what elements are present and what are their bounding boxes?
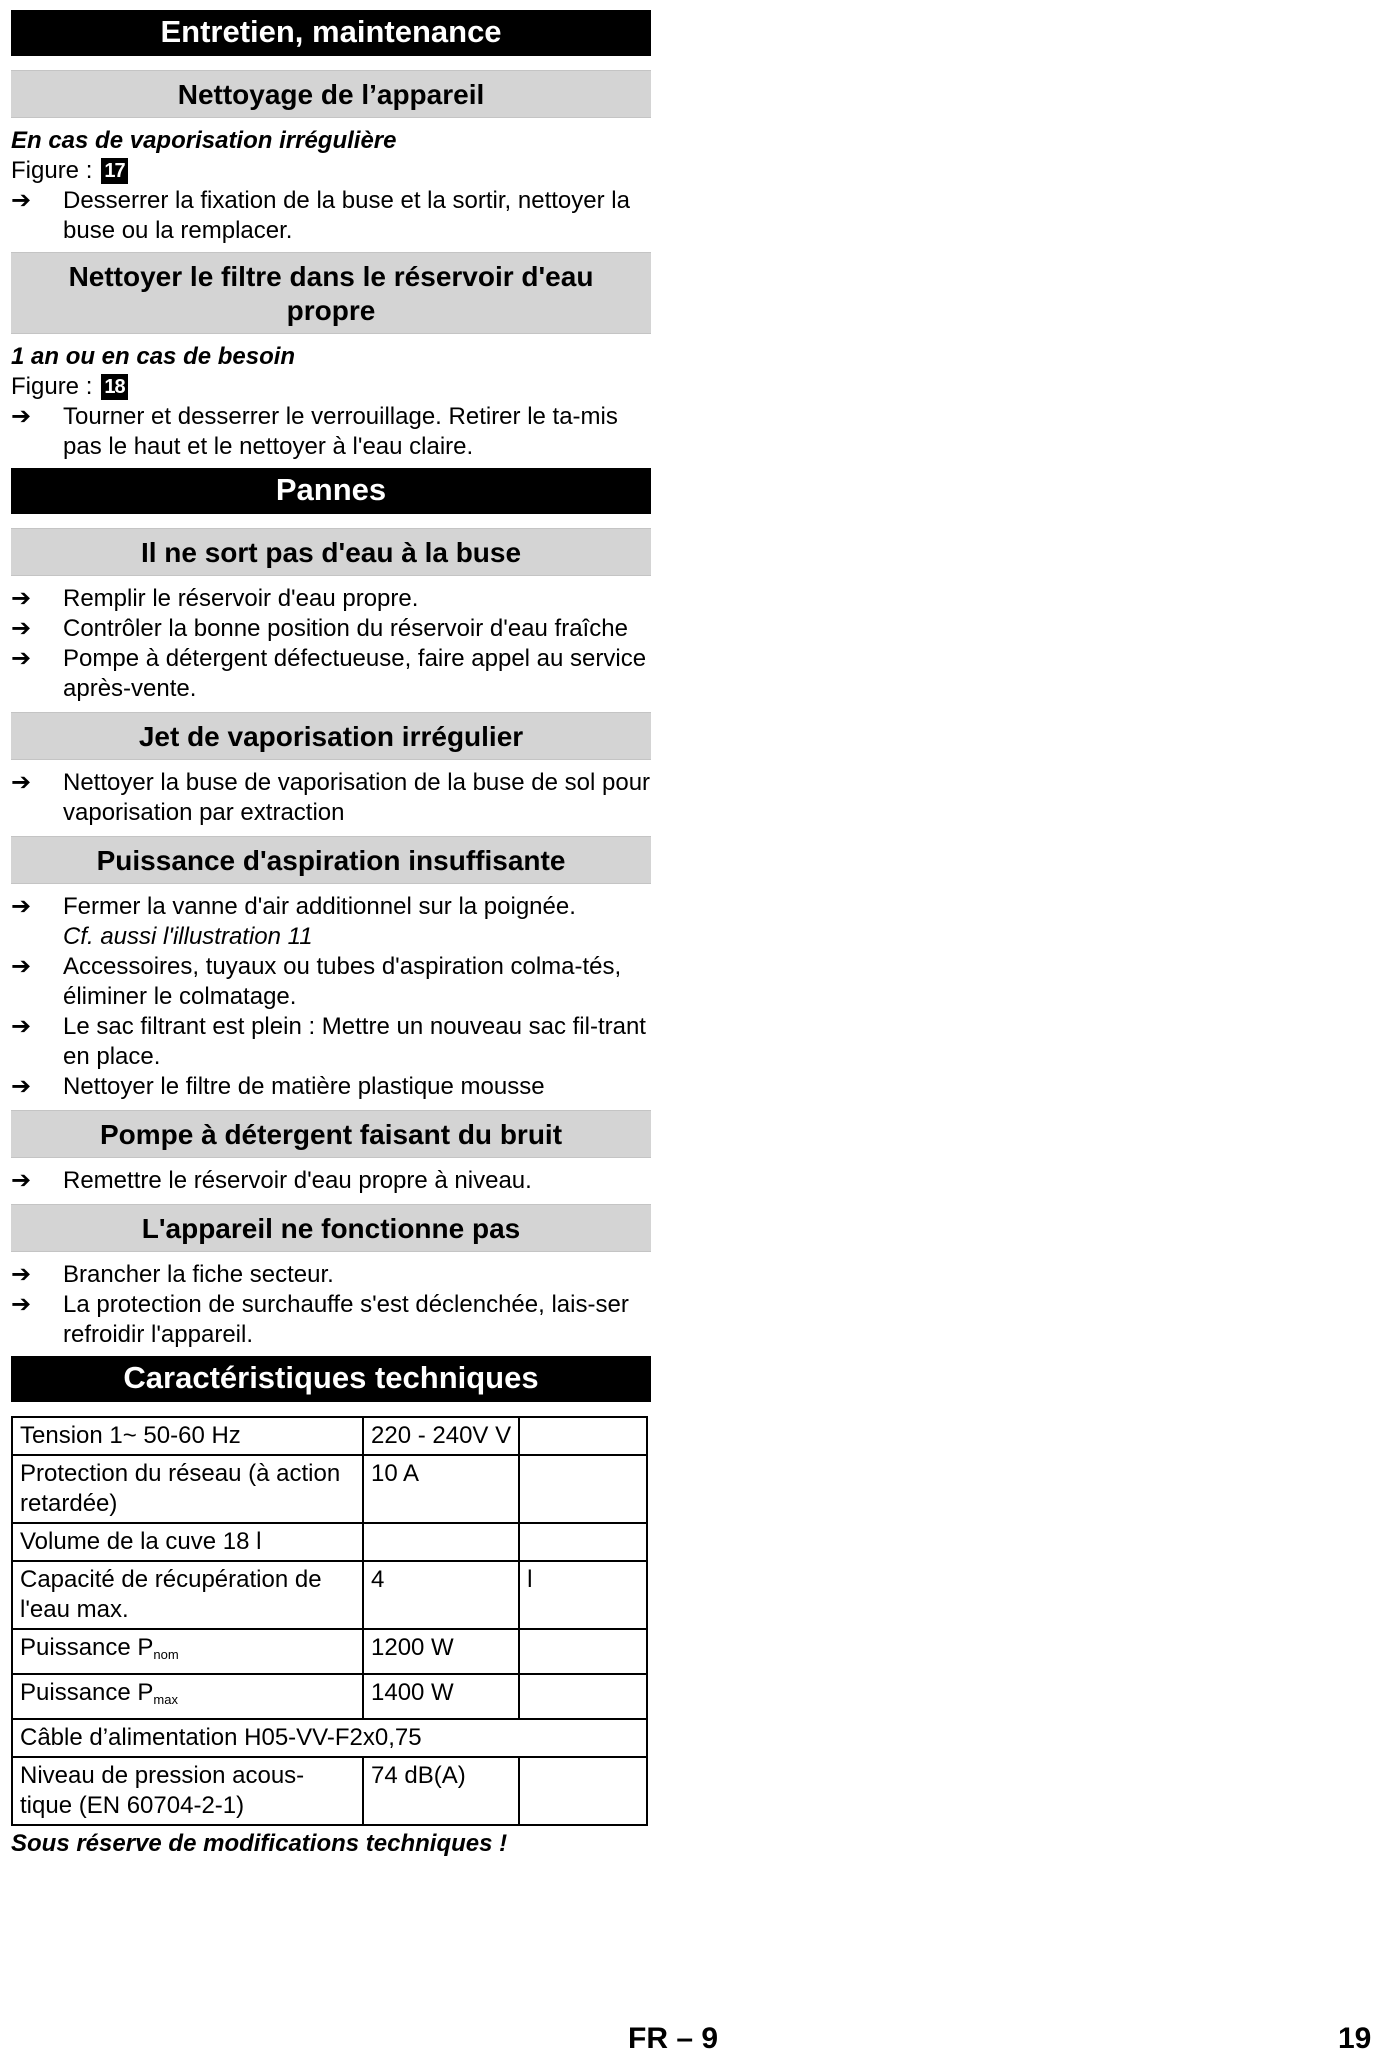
subheading-no-water: Il ne sort pas d'eau à la buse xyxy=(11,528,651,576)
fault-remedy-item: ➔ Accessoires, tuyaux ou tubes d'aspiration colma-tés, éliminer le colmatage. xyxy=(11,953,622,1010)
spec-value: 1200 W xyxy=(363,1629,519,1674)
fault-remedy-item: ➔ Fermer la vanne d'air additionnel sur la poignée. Cf. aussi l'illustration 11 xyxy=(11,893,576,950)
closing-note: Sous réserve de modifications techniques ! xyxy=(11,1830,508,1857)
instruction-item: ➔ Tourner et desserrer le verrouillage. Retirer le ta-mis pas le haut et le nettoyer à l'eau claire. xyxy=(11,403,618,460)
spec-unit xyxy=(519,1523,647,1561)
spec-unit xyxy=(519,1674,647,1719)
document-column xyxy=(11,10,651,1859)
spec-label: Protection du réseau (à action retardée) xyxy=(12,1455,363,1523)
fault-remedy-item: ➔ Contrôler la bonne position du réservoir d'eau fraîche xyxy=(11,615,628,642)
spec-value: 74 dB(A) xyxy=(363,1757,519,1825)
spec-label: Puissance $P_{max}$ xyxy=(12,1674,363,1719)
subheading-noisy-pump: Pompe à détergent faisant du bruit xyxy=(11,1110,651,1158)
table-row xyxy=(12,1417,647,1455)
arrow-icon: ➔ xyxy=(11,953,32,980)
spec-label: Volume de la cuve 18 l xyxy=(12,1523,363,1561)
arrow-icon: ➔ xyxy=(11,403,32,430)
fault-remedy-item: ➔ Pompe à détergent défectueuse, faire appel au service après-vente. xyxy=(11,645,647,702)
spec-unit: l xyxy=(519,1561,647,1629)
fault-remedy-item: ➔ Brancher la fiche secteur. xyxy=(11,1261,334,1288)
spec-value xyxy=(363,1523,519,1561)
arrow-icon: ➔ xyxy=(11,645,32,672)
table-row xyxy=(12,1561,647,1629)
arrow-icon: ➔ xyxy=(11,1013,32,1040)
spec-unit xyxy=(519,1417,647,1455)
figure-number-badge: 18 xyxy=(101,374,127,400)
spec-value: 220 - 240V V xyxy=(363,1417,519,1455)
subheading-irregular-spray: Jet de vaporisation irrégulier xyxy=(11,712,651,760)
figure-number-badge: 17 xyxy=(101,158,127,184)
section-heading-maintenance: Entretien, maintenance xyxy=(11,10,651,56)
footer-language-page: FR – 9 xyxy=(628,2022,719,2055)
spec-unit xyxy=(519,1455,647,1523)
figure-label: Figure : xyxy=(11,373,93,400)
spec-label: Tension 1~ 50-60 Hz xyxy=(12,1417,363,1455)
spec-value: 1400 W xyxy=(363,1674,519,1719)
arrow-icon: ➔ xyxy=(11,1167,32,1194)
figure-label: Figure : xyxy=(11,157,93,184)
fault-remedy-item: ➔ Remettre le réservoir d'eau propre à niveau. xyxy=(11,1167,532,1194)
figure-reference xyxy=(11,372,651,402)
fault-remedy-item: ➔ Remplir le réservoir d'eau propre. xyxy=(11,585,419,612)
illustration-reference: Cf. aussi l'illustration 11 xyxy=(63,923,313,950)
arrow-icon: ➔ xyxy=(11,893,32,920)
fault-remedy-item: ➔ Nettoyer la buse de vaporisation de la buse de sol pour vaporisation par extraction xyxy=(11,769,651,826)
section-heading-faults: Pannes xyxy=(11,468,651,514)
fault-remedy-item: ➔ La protection de surchauffe s'est déclenchée, lais-ser refroidir l'appareil. xyxy=(11,1291,629,1348)
specs-table xyxy=(11,1416,648,1826)
condition-label: 1 an ou en cas de besoin xyxy=(11,343,296,370)
arrow-icon: ➔ xyxy=(11,1261,32,1288)
spec-label: Capacité de récupération de l'eau max. xyxy=(12,1561,363,1629)
spec-label: Câble d’alimentation H05-VV-F2x0,75 xyxy=(12,1719,647,1757)
table-row xyxy=(12,1523,647,1561)
table-row xyxy=(12,1455,647,1523)
footer-page-number: 19 xyxy=(1338,2022,1372,2055)
arrow-icon: ➔ xyxy=(11,187,32,214)
spec-label: Puissance $P_{nom}$ xyxy=(12,1629,363,1674)
section-heading-specs: Caractéristiques techniques xyxy=(11,1356,651,1402)
arrow-icon: ➔ xyxy=(11,1073,32,1100)
figure-reference xyxy=(11,156,651,186)
spec-value: 4 xyxy=(363,1561,519,1629)
table-row xyxy=(12,1757,647,1825)
fault-remedy-item: ➔ Nettoyer le filtre de matière plastique mousse xyxy=(11,1073,545,1100)
table-row xyxy=(12,1674,647,1719)
subscript: max xyxy=(153,1692,178,1707)
arrow-icon: ➔ xyxy=(11,615,32,642)
table-row xyxy=(12,1719,647,1757)
arrow-icon: ➔ xyxy=(11,769,32,796)
spec-value: 10 A xyxy=(363,1455,519,1523)
arrow-icon: ➔ xyxy=(11,1291,32,1318)
table-row xyxy=(12,1629,647,1674)
spec-label: Niveau de pression acous-tique (EN 60704-2-1) xyxy=(12,1757,363,1825)
subheading-not-working: L'appareil ne fonctionne pas xyxy=(11,1204,651,1252)
subheading-cleaning-appliance: Nettoyage de l’appareil xyxy=(11,70,651,118)
fault-remedy-item: ➔ Le sac filtrant est plein : Mettre un nouveau sac fil-trant en place. xyxy=(11,1013,646,1070)
spec-unit xyxy=(519,1757,647,1825)
subscript: nom xyxy=(153,1647,179,1662)
condition-label: En cas de vaporisation irrégulière xyxy=(11,127,397,154)
instruction-item: ➔ Desserrer la fixation de la buse et la sortir, nettoyer la buse ou la remplacer. xyxy=(11,187,630,244)
arrow-icon: ➔ xyxy=(11,585,32,612)
subheading-clean-filter: Nettoyer le filtre dans le réservoir d'eau propre xyxy=(11,252,651,334)
spec-unit xyxy=(519,1629,647,1674)
subheading-insufficient-suction: Puissance d'aspiration insuffisante xyxy=(11,836,651,884)
